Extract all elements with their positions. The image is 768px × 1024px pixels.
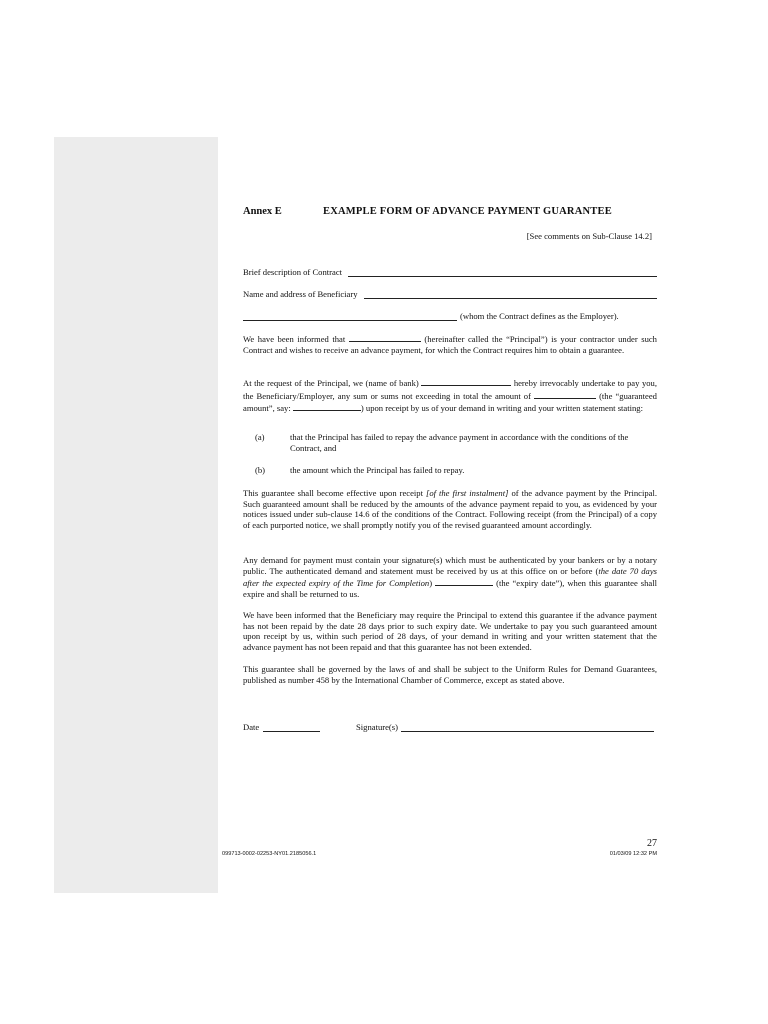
- guaranteed-amount-blank: [293, 401, 361, 411]
- signature-field: [356, 722, 654, 732]
- list-item-b-text: the amount which the Principal has failed to repay.: [290, 465, 465, 475]
- employer-field: [243, 309, 657, 321]
- paragraph-extension: [243, 610, 657, 652]
- date-blank-line: [263, 722, 320, 732]
- paragraph-demand: [243, 555, 657, 599]
- amount-blank: [534, 389, 596, 399]
- para2-text-d: ) upon receipt by us of your demand in writing and your written statement stating:: [360, 403, 643, 414]
- expiry-date-blank: [435, 576, 493, 586]
- list-item-a-label: (a): [255, 432, 265, 442]
- para3-text-c: of the advance payment by the Principal. Such guaranteed amount shall be reduced by the amounts of the advance payment repaid to you, as evidenced by your notices issued under sub-clause 14.6 of the conditions of the Contract. Following receipt (from the Principal) of a copy of each purported notice, we shall promptly notify you of the revised guaranteed amount accordingly.: [243, 488, 657, 530]
- employer-note: (whom the Contract defines as the Employer).: [460, 311, 619, 321]
- date-label: Date: [243, 722, 260, 732]
- beneficiary-continuation-line: [243, 311, 457, 321]
- document-heading: EXAMPLE FORM OF ADVANCE PAYMENT GUARANTEE: [323, 206, 612, 217]
- para6-text: This guarantee shall be governed by the laws of and shall be subject to the Uniform Rules for Demand Guarantees, published as number 458 by the International Chamber of Commerce, except as stated above.: [243, 664, 657, 685]
- first-instalment-text: [of the first instalment]: [425, 488, 509, 498]
- contract-field: [243, 265, 657, 277]
- list-item-a-text: that the Principal has failed to repay the advance payment in accordance with the conditions of the Contract, and: [290, 432, 629, 453]
- signature-blank-line: [401, 722, 654, 732]
- para4-text-a: Any demand for payment must contain your signature(s) which must be authenticated by your bankers or by a notary public. The authenticated demand and statement must be received by us at this office on or before (: [243, 555, 657, 576]
- print-timestamp: 01/03/09 12:32 PM: [609, 851, 657, 857]
- left-gray-margin: [54, 137, 218, 893]
- paragraph-principal: [243, 332, 657, 355]
- para1-text-b: (hereinafter called the “Principal”) is your contractor under such Contract and wishes to receive an advance payment, for which the Contract requires him to obtain a guarantee.: [243, 334, 657, 355]
- beneficiary-label: Name and address of Beneficiary: [243, 289, 358, 299]
- para2-text-c: (the “guaranteed amount”, say:: [243, 390, 657, 414]
- para4-text-d: (the “expiry date”), when this guarantee shall expire and shall be returned to us.: [243, 578, 657, 599]
- principal-blank: [349, 332, 421, 342]
- bank-name-blank: [421, 376, 511, 386]
- signature-label: Signature(s): [356, 722, 399, 732]
- annex-label: Annex E: [243, 206, 282, 217]
- list-item-b-label: (b): [255, 465, 266, 475]
- para1-text-a: We have been informed that: [243, 334, 346, 344]
- para3-text-a: This guarantee shall become effective upon receipt: [243, 488, 423, 498]
- document-reference: 099713-0002-02253-NY01.2185056.1: [222, 851, 317, 857]
- paragraph-governing-law: [243, 664, 657, 685]
- date-field: [243, 722, 320, 732]
- beneficiary-blank-line: [364, 289, 657, 299]
- expiry-date-description: the date 70 days after the expected expiry of the Time for Completion: [243, 565, 657, 589]
- contract-label: Brief description of Contract: [243, 267, 343, 277]
- para4-text-c: ): [429, 578, 433, 589]
- beneficiary-field: [243, 287, 657, 299]
- title-row: [243, 206, 657, 220]
- para5-text: We have been informed that the Beneficiary may require the Principal to extend this guarantee if the advance payment has not been repaid by the date 28 days prior to such expiry date. We undertake to pay you such guaranteed amount upon receipt by us, within such period of 28 days, of your demand in writing and your written statement that the advance payment has not been repaid and that this guarantee has not been extended.: [243, 610, 657, 652]
- para2-text-b: hereby irrevocably undertake to pay you, the Beneficiary/Employer, any sum or sums not exceeding in total the amount of: [243, 378, 657, 401]
- see-comments-note: [See comments on Sub-Clause 14.2]: [526, 231, 652, 241]
- paragraph-effective: [243, 488, 657, 530]
- para2-text-a: At the request of the Principal, we (name of bank): [243, 378, 419, 388]
- page-number: 27: [647, 838, 657, 849]
- paragraph-undertaking: [243, 376, 657, 414]
- contract-blank-line: [348, 267, 657, 277]
